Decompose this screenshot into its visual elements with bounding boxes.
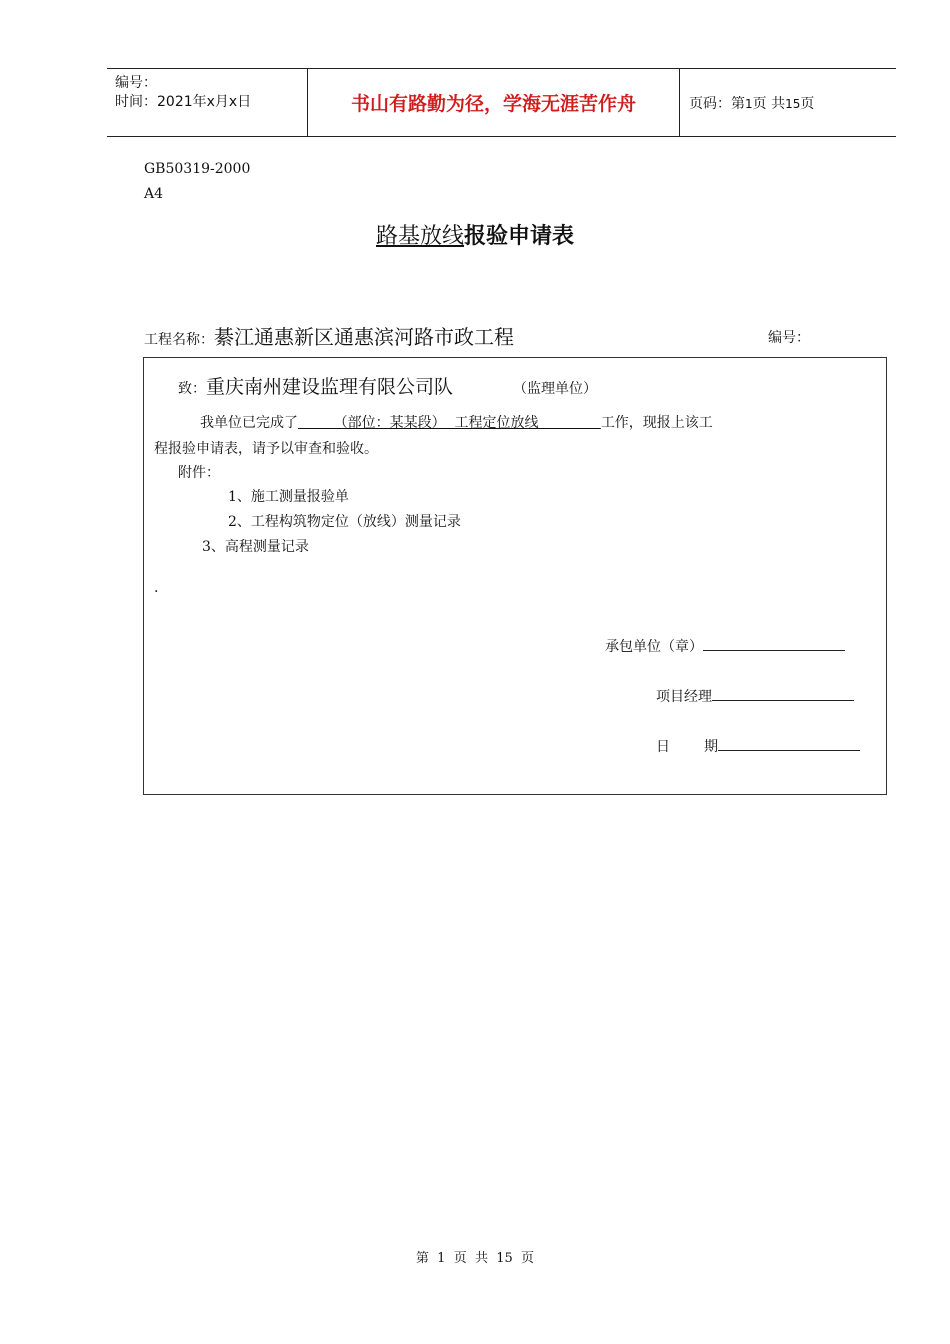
- body-line-1: [200, 412, 713, 432]
- attachment-item: 3、高程测量记录: [202, 539, 309, 555]
- page-mid: 页 共: [752, 96, 786, 112]
- date-label-a: 日: [656, 739, 670, 755]
- page-footer: 第 1 页 共 15 页: [415, 1251, 535, 1266]
- project-label: 工程名称：: [144, 332, 214, 348]
- header-meta-cell: [107, 69, 308, 136]
- page-header: [107, 68, 896, 137]
- form-code: A4: [144, 186, 164, 202]
- project-name: 綦江通惠新区通惠滨河路市政工程: [214, 325, 514, 349]
- doc-title: [0, 219, 950, 250]
- p1-end: 工作，现报上该工: [600, 415, 713, 431]
- attachment-item: 2、工程构筑物定位（放线）测量记录: [228, 514, 461, 530]
- manager-line[interactable]: [712, 686, 854, 701]
- p1-start: 我单位已完成了: [200, 415, 298, 431]
- title-rest: 报验申请表: [464, 224, 575, 249]
- title-underlined: 路基放线: [375, 224, 464, 249]
- manager-signature: [656, 686, 854, 706]
- date-label-b: 期: [704, 739, 718, 755]
- manager-label: 项目经理: [656, 689, 712, 705]
- page-prefix: 页码：第: [689, 96, 745, 112]
- page-current: 1: [745, 97, 753, 111]
- standard-code: GB50319-2000: [144, 161, 251, 177]
- header-motto: 书山有路勤为径，学海无涯苦作舟: [308, 69, 680, 136]
- p1-fill: （部位：某某段） 工程定位放线: [298, 415, 601, 431]
- contractor-signature: [605, 636, 845, 656]
- page-suffix: 页: [800, 96, 815, 112]
- project-number-label: 编号：: [768, 330, 810, 346]
- to-label: 致：: [178, 381, 206, 397]
- date-signature: [656, 736, 860, 756]
- header-number-label: 编号：: [115, 75, 157, 91]
- body-line-2: 程报验申请表，请予以审查和验收。: [154, 441, 378, 457]
- attachment-item: 1、施工测量报验单: [228, 489, 349, 505]
- project-line: [144, 321, 514, 350]
- date-line[interactable]: [718, 736, 860, 751]
- contractor-label: 承包单位（章）: [605, 639, 703, 655]
- to-name: 重庆南州建设监理有限公司队: [206, 376, 454, 398]
- addressee-line: [178, 372, 597, 399]
- contractor-line[interactable]: [703, 636, 845, 651]
- page-total: 15: [785, 97, 801, 111]
- to-note: （监理单位）: [513, 381, 598, 397]
- header-page-info: [689, 93, 814, 113]
- stray-dot: .: [154, 580, 159, 596]
- header-time-label: 时间：2021年x月x日: [115, 94, 252, 110]
- form-box: [143, 357, 887, 795]
- attachments-label: 附件：: [178, 465, 220, 481]
